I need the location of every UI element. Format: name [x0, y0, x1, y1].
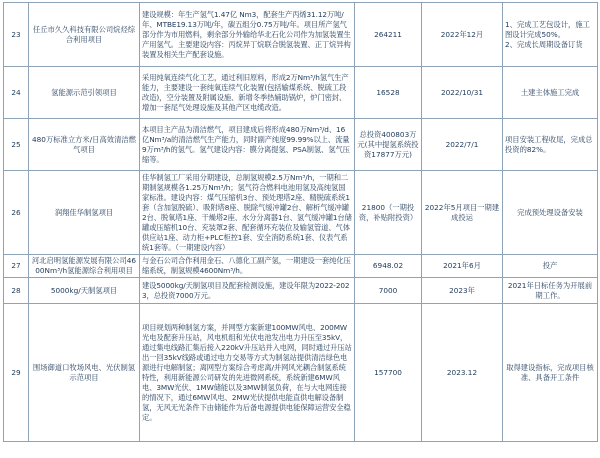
investment: 21800（一期投资，补贴附投资） [355, 171, 422, 255]
investment: 16528 [355, 67, 422, 119]
row-number: 28 [4, 278, 29, 304]
project-description: 佳华制氢工厂采用分期建设，总制氢规模2.5万Nm³/h，一期和二期制氢规模各1.25万Nm³/h；氢气符合燃料电池用氢及高纯氢国家标准。建设内容：煤气压缩机3台、预处理塔2座、精脱硫系统1套（含加氢脱硫）、吸附塔8座、脱除气缓冲罐2台、解析气缓冲罐2台、脱氧塔1座、干燥塔2座、水分分离器1台、氢气缓冲罐1台储罐或压缩机10台、充装罩2套、配套循环充装位及输氢管道、气体供应站1座、动力柜+PLC柜控1套、安全消防系统1套、仪表气系统1套等。（一期建设内容） [140, 171, 355, 255]
progress-line: 完成预处理设备安装 [517, 207, 583, 217]
progress-line: 2、完成长周期设备订货 [505, 39, 583, 49]
project-description: 项目规划两种制氢方案，并网型方案新建100MW风电、200MW光电及配套升压站，风电机组和光伏电池发出电力升压至35kV，通过集电线路汇集后接入220kV升压站并入电网，同时通过升压站出一回35kV线路或通过电力交易等方式为制氢站提供清洁绿色电源进行电解制氢；离网型方案综合考虑离/并网风光耦合制氢系统特性，利用新能源公司研发的先进微网系统，系统新建6MW风电、3MW光伏、1MW储能以及3MW制氢负荷，在与大电网连接的情况下，通过6MW风电、2MW光伏提供电能直供电解设备制氢，无风无光条件下由储能作为后备电源提供电能保障运营安全稳定。 [140, 304, 355, 442]
investment: 总投资400803万元(其中提氢系统投资17877万元) [355, 119, 422, 171]
completion-date: 2021年6月 [422, 255, 503, 278]
progress [503, 3, 598, 67]
completion-date: 2022年5月项目一期建成投运 [422, 171, 503, 255]
completion-date: 2022/10/31 [422, 67, 503, 119]
hydrogen-projects-table [3, 2, 598, 442]
investment: 7000 [355, 278, 422, 304]
progress [503, 278, 598, 304]
project-description: 与金石公司合作利用金石、八德化工副产氢，一期建设一套纯化压缩系统，制氢规模4600Nm³/h。 [140, 255, 355, 278]
progress [503, 255, 598, 278]
completion-date: 2023.12 [422, 304, 503, 442]
project-name: 任丘市久久科技有限公司烷烃综合利用项目 [29, 3, 140, 67]
investment: 264211 [355, 3, 422, 67]
table-row [4, 171, 598, 255]
table-row [4, 67, 598, 119]
project-name: 河北启明氢能源发展有限公司4600Nm³/h氢能源综合利用项目 [29, 255, 140, 278]
project-name: 围场御道口牧场风电、光伏制氢示范项目 [29, 304, 140, 442]
row-number: 29 [4, 304, 29, 442]
completion-date: 2023年 [422, 278, 503, 304]
progress [503, 171, 598, 255]
project-name: 5000kg/天制氢项目 [29, 278, 140, 304]
row-number: 25 [4, 119, 29, 171]
table-row [4, 304, 598, 442]
project-name: 氢能源示范引领项目 [29, 67, 140, 119]
table-row [4, 255, 598, 278]
row-number: 23 [4, 3, 29, 67]
progress-line: 取得建设指标，完成项目核准、具备开工条件 [506, 362, 594, 382]
progress-line: 2021年日标任务为开展前期工作。 [507, 280, 593, 300]
project-description: 建设5000kg/天制氢项目及配套检测设施，建设年限为2022-2023，总投资7000万元。 [140, 278, 355, 304]
investment: 157700 [355, 304, 422, 442]
project-description: 采用纯氧连续气化工艺，通过利旧原料，形成2万Nm³/h氢气生产能力，主要建设一套纯氧连续气化装置(包括输煤系统、脱硫工段改造)，空分装置及附属设施、新增冬季热辅助锅炉，炉门密封、增加一套尾气处理设施及其他产区电缆改造。 [140, 67, 355, 119]
project-name: 润翔佳华制氢项目 [29, 171, 140, 255]
row-number: 26 [4, 171, 29, 255]
table-row [4, 119, 598, 171]
project-description: 建设规模：年生产氢气1.47亿 Nm3，配套生产丙烯31.12万吨/年、MTBE19.13万吨/年，碳五组分0.75万吨/年。项目所产氢气部分作为市用燃料，剩余部分外输给华北石化公司作为加氢装置生产用氢气。主要建设内容：丙烷异丁烷联合脱氢装置、正丁烷异构装置及相关生产配套设施。 [140, 3, 355, 67]
progress [503, 67, 598, 119]
progress [503, 119, 598, 171]
table-row [4, 3, 598, 67]
progress-line: 项目安装工程收尾，完成总投资的82%。 [505, 134, 593, 154]
completion-date: 2022/7/1 [422, 119, 503, 171]
progress-line: 土建主体施工完成 [520, 87, 580, 97]
table-row [4, 278, 598, 304]
completion-date: 2022年12月 [422, 3, 503, 67]
row-number: 27 [4, 255, 29, 278]
row-number: 24 [4, 67, 29, 119]
progress-line: 投产 [542, 261, 558, 270]
project-name: 480万标准立方米/日高效清洁燃气项目 [29, 119, 140, 171]
investment: 6948.02 [355, 255, 422, 278]
progress-line: 1、完成工艺包设计，施工图设计完成50%。 [505, 19, 590, 39]
progress [503, 304, 598, 442]
project-description: 本项目主产品为清洁燃气，项目建成后将形成480万Nm³/d、16亿Nm³/a的清洁燃气生产能力，同时副产纯度99.99%以上、流量9万m³/h的氢气。氢气建设内容：膜分离提氢、PSA制氢、氢气压缩等。 [140, 119, 355, 171]
